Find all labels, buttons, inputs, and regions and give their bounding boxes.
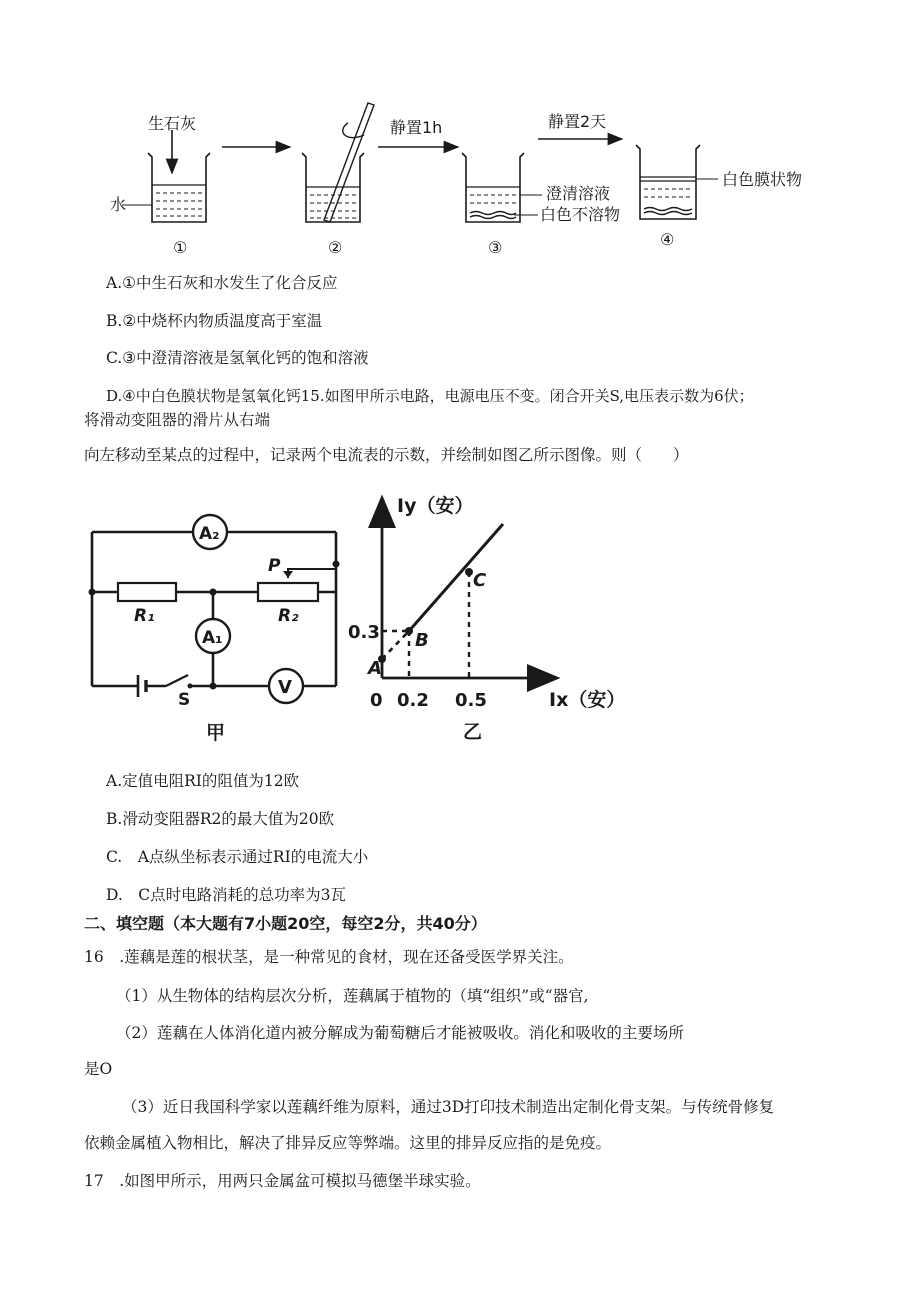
q15-option-b: B.滑动变阻器R2的最大值为20欧 <box>106 810 335 828</box>
slider-p-label: P <box>268 556 281 576</box>
q15-stem-line3: 向左移动至某点的过程中，记录两个电流表的示数，并绘制如图乙所示图像。则（ ） <box>84 446 689 464</box>
q16-part-3: （3）近日我国科学家以莲藕纤维为原料，通过3D打印技术制造出定制化骨支架。与传统骨修复 <box>122 1098 775 1116</box>
circuit-caption: 甲 <box>206 722 226 744</box>
graph-y-label: Iy（安） <box>397 495 474 517</box>
beaker-4 <box>636 145 718 219</box>
q15-option-a: A.定值电阻RI的阻值为12欧 <box>106 772 300 790</box>
beaker-num-3: ③ <box>488 238 503 257</box>
q15-option-d: D. C点时电路消耗的总功率为3瓦 <box>106 886 347 904</box>
graph-tick-0.3: 0.3 <box>348 622 380 643</box>
q17-stem: 17 .如图甲所示，用两只金属盆可模拟马德堡半球实验。 <box>84 1172 481 1190</box>
q16-stem: 16 .莲藕是莲的根状茎，是一种常见的食材，现在还备受医学界关注。 <box>84 948 574 966</box>
label-white-precipitate: 白色不溶物 <box>540 205 621 224</box>
beaker-num-1: ① <box>173 238 188 257</box>
graph-tick-0.2: 0.2 <box>397 690 429 711</box>
section-heading: 二、填空题（本大题有7小题20空，每空2分，共40分） <box>84 914 487 933</box>
label-stand-2d: 静置2天 <box>548 112 607 131</box>
voltmeter-v: V <box>278 677 292 698</box>
label-clear-solution: 澄清溶液 <box>546 184 611 203</box>
graph-point-c: C <box>473 570 487 591</box>
graph-point-b: B <box>415 630 429 651</box>
graph-tick-0: 0 <box>370 690 383 711</box>
q15-stem-line2: 将滑动变阻器的滑片从右端 <box>84 411 271 429</box>
label-quicklime: 生石灰 <box>148 114 197 133</box>
q16-part-3-cont: 依赖金属植入物相比，解决了排异反应等弊端。这里的排异反应指的是免疫。 <box>84 1134 612 1152</box>
beaker-figure <box>110 95 830 265</box>
ammeter-a1: A₁ <box>202 628 223 648</box>
beaker-1 <box>122 130 210 222</box>
graph-tick-0.5: 0.5 <box>455 690 487 711</box>
graph-point-a: A <box>368 658 382 679</box>
beaker-2 <box>302 103 374 222</box>
resistor-r2-label: R₂ <box>278 606 299 626</box>
label-water: 水 <box>110 195 127 214</box>
label-white-film: 白色膜状物 <box>722 170 803 189</box>
q16-part-1: （1）从生物体的结构层次分析，莲藕属于植物的（填“组织”或“器官, <box>116 987 589 1005</box>
beaker-3 <box>462 153 542 222</box>
resistor-r1-label: R₁ <box>134 606 155 626</box>
beaker-num-4: ④ <box>660 230 675 249</box>
q16-part-2-cont: 是O <box>84 1060 113 1078</box>
q14-option-b: B.②中烧杯内物质温度高于室温 <box>106 312 323 330</box>
ammeter-a2: A₂ <box>199 524 220 544</box>
q14-option-d: D.④中白色膜状物是氢氧化钙15.如图甲所示电路，电源电压不变。闭合开关S,电压表示数为6伏； <box>106 387 754 405</box>
graph-x-label: Ix（安） <box>549 689 626 711</box>
beaker-num-2: ② <box>328 238 343 257</box>
circuit-diagram <box>82 505 354 750</box>
switch-s-label: S <box>178 690 191 710</box>
q16-part-2: （2）莲藕在人体消化道内被分解成为葡萄糖后才能被吸收。消化和吸收的主要场所 <box>116 1024 684 1042</box>
graph-caption: 乙 <box>463 721 483 743</box>
label-stand-1h: 静置1h <box>390 118 443 137</box>
q14-option-c: C.③中澄清溶液是氢氧化钙的饱和溶液 <box>106 349 369 367</box>
q14-option-a: A.①中生石灰和水发生了化合反应 <box>106 274 338 292</box>
q15-option-c: C. A点纵坐标表示通过RI的电流大小 <box>106 848 369 866</box>
current-graph <box>345 488 635 748</box>
